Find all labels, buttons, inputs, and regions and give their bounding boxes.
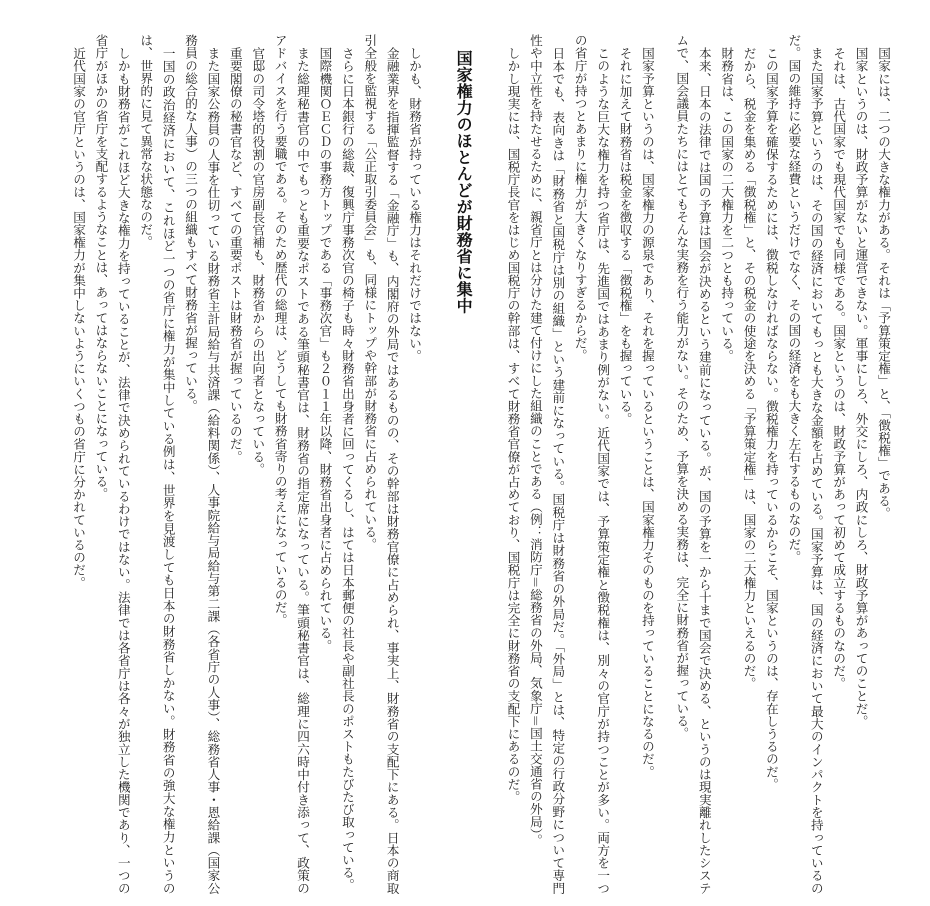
- body-paragraph: しかも財務省がこれほど大きな権力を持っていることが、法律で決められているわけではない。法律では各省庁は各々が独立した機関であり、一つの省庁がほかの省庁を支配するようなことは、あってはならないことになっている。: [93, 34, 131, 894]
- body-paragraph: それは、古代国家でも現代国家でも同様である。国家というのは、財政予算があって初めて成立するものなのだ。: [831, 46, 847, 690]
- body-paragraph: 国家予算というのは、国家権力の源泉であり、それを握っているということは、国家権力そのものを持っていることになるのだ。: [639, 46, 655, 778]
- section-heading: 国家権力のほとんどが財務省に集中: [454, 50, 474, 314]
- body-paragraph: だから、税金を集める「徴税権」と、その税金の使途を決める「予算策定権」は、国家の二大権力といえるのだ。: [741, 46, 757, 690]
- body-paragraph: さらに日本銀行の総裁、復興庁事務次官の椅子も時々財務省出身者に回ってくるし、はては日本郵便の社長や副社長のポストもたびたび取っている。: [339, 46, 355, 891]
- body-paragraph: しかも、財務省が持っている権力はそれだけではない。: [407, 46, 423, 362]
- body-paragraph: それに加えて財務省は税金を徴収する「徴税権」をも握っている。: [617, 46, 633, 425]
- body-paragraph: この国家予算を確保するためには、徴税しなければならない。徴税権力を持っているからこそ、国家というのは、存在しうるのだ。: [763, 46, 779, 790]
- body-paragraph: 国家というのは、財政予算がないと運営できない。軍事にしろ、外交にしろ、内政にしろ、財政予算があってのことだ。: [853, 46, 869, 727]
- body-paragraph: また国家公務員の人事を仕切っている財務省主計局給与共済課（給料関係）、人事院給与局給与第二課（各省庁の人事）、総務省人事・恩給課（国家公務員の総合的な人事）の三つの組織もすべて財務省が握っている。: [183, 34, 221, 894]
- body-paragraph: このような巨大な権力を持つ省庁は、先進国ではあまり例がない。近代国家では、予算策定権と徴税権は、別々の官庁が持つことが多い。両方を一つの省庁が持つとあまりに権力が大きくなりすぎるからだ。: [572, 34, 611, 894]
- body-paragraph: 国家には、二つの大きな権力がある。それは「予算策定権」と、「徴税権」である。: [876, 46, 891, 520]
- body-paragraph: 財務省は、この国家の二大権力を二つとも持っている。: [719, 46, 735, 362]
- body-paragraph: しかし現実には、国税庁長官をはじめ国税庁の幹部は、すべて財務省官僚が占めており、国税庁は完全に財務省の支配下にあるのだ。: [505, 46, 521, 803]
- body-paragraph: 一国の政治経済において、これほど一つの省庁に権力が集中している例は、世界を見渡しても日本の財務省しかない。財務省の強大な権力というのは、世界的に見て異常な状態なのだ。: [138, 34, 176, 894]
- body-paragraph: 官邸の司令塔的役割の官房副長官補も、財務省からの出向者となっている。: [250, 46, 266, 475]
- body-paragraph: 国際機関ＯＥＣＤの事務方トップである「事務次官」も２０１１年以降、財務省出身者に占められている。: [317, 46, 333, 652]
- body-paragraph: 近代国家の官庁というのは、国家権力が集中しないようにいくつもの省庁に分かれているのだ。: [71, 46, 86, 589]
- vertical-text-body: [67, 34, 894, 894]
- body-paragraph: 金融業界を指揮監督する「金融庁」も、内閣府の外局ではあるものの、その幹部は財務官僚に占められ、事実上、財務省の支配下にある。日本の商取引全般を監視する「公正取引委員会」も、同様にトップや幹部が財務省に占められている。: [362, 34, 400, 894]
- body-paragraph: 日本でも、表向きは「財務省と国税庁は別の組織」という建前になっている。国税庁は財務省の外局だ。「外局」とは、特定の行政分野について専門性や中立性を持たせるために、親省庁とは分けた建て付けにした組織のことである（例：消防庁＝総務省の外局、気象庁＝国土交通省の外局）。: [527, 34, 566, 894]
- body-paragraph: また総理秘書官の中でもっとも重要なポストである筆頭秘書官は、財務省の指定席になっている。筆頭秘書官は、総理に四六時中付き添って、政策のアドバイスを行う要職である。そのため歴代の総理は、どうしても財務省寄りの考えになっているのだ。: [272, 34, 311, 894]
- body-paragraph: また国家予算というのは、その国の経済においてもっとも大きな金額を占めている。国家予算は、国の経済において最大のインパクトを持っているのだ。国の維持に必要な経費というだけでなく、その国の経済をも大きく左右するものなのだ。: [786, 34, 824, 894]
- body-paragraph: 重要閣僚の秘書官など、すべての重要ポストは財務省が握っているのだ。: [227, 46, 243, 463]
- body-paragraph: 本来、日本の法律では国の予算は国会が決めるという建前になっている。が、国の予算を一から十まで国会で決める、というのは現実離れしたシステムで、国会議員たちにはとてもそんな実務を行う能力がない。そのため、予算を決める実務は、完全に財務省が握っている。: [674, 34, 712, 894]
